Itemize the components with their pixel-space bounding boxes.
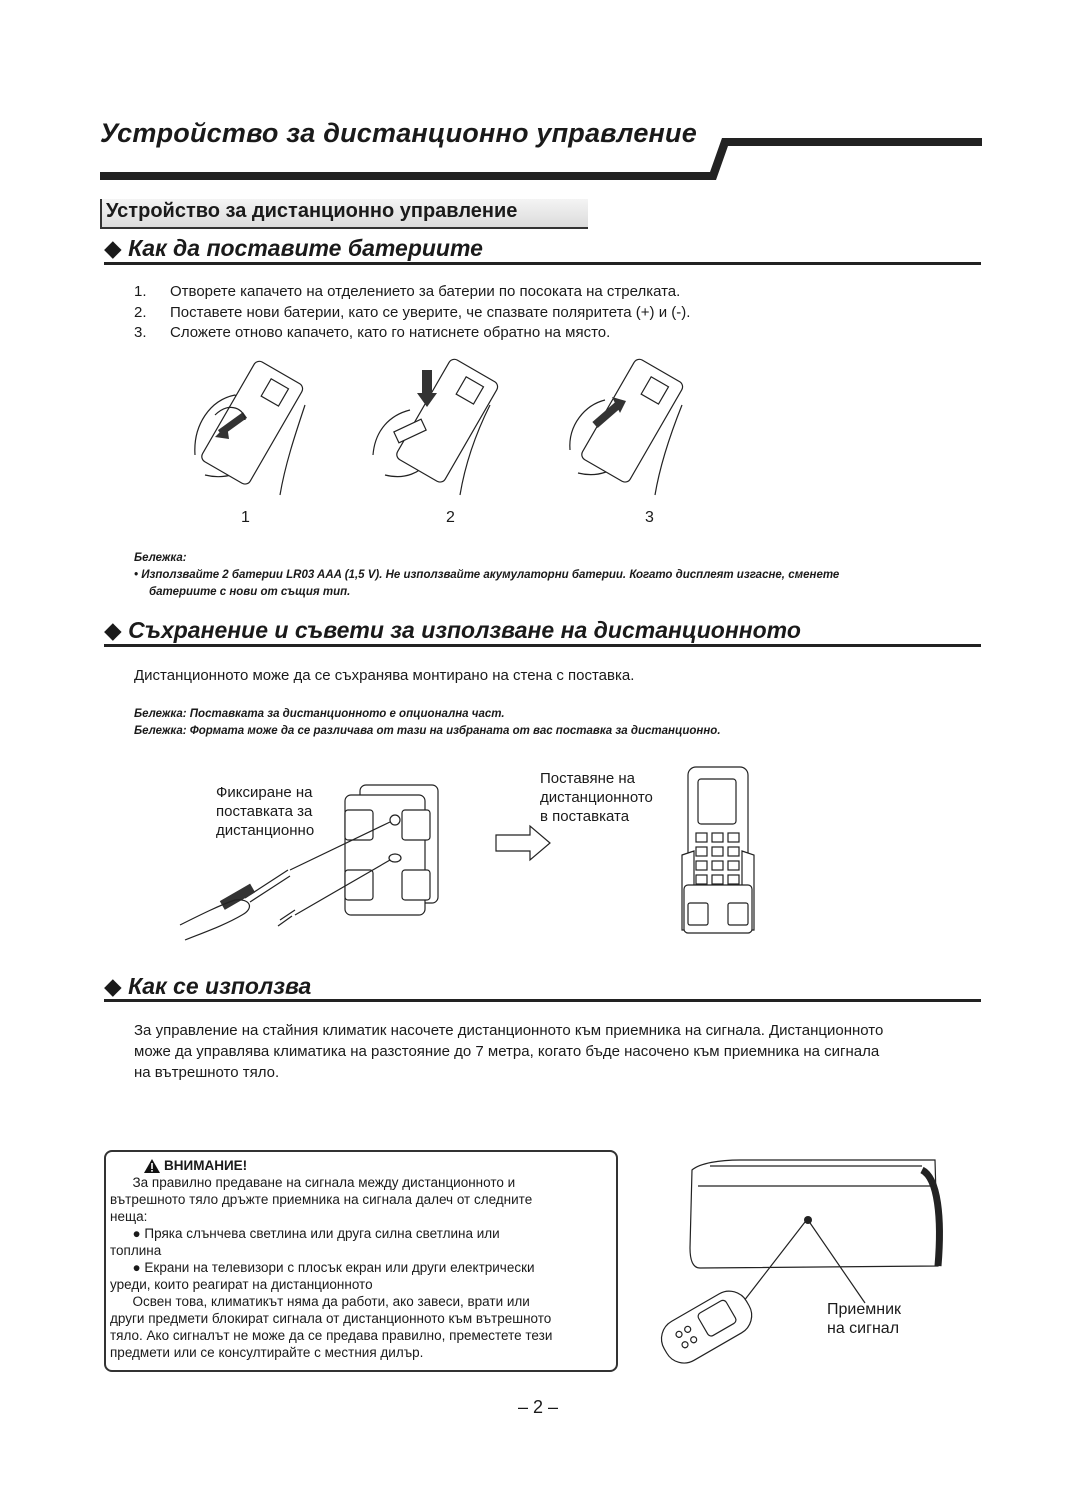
list-item: 1. Отворете капачето на отделението за батерии по посоката на стрелката. xyxy=(134,283,681,300)
warning-line: ● Пряка слънчева светлина или друга силна светлина или xyxy=(110,1226,500,1241)
warning-line: уреди, които реагират на дистанционното xyxy=(110,1277,373,1292)
insert-remote-label: Поставяне на дистанционното в поставката xyxy=(540,770,653,825)
battery-steps xyxy=(134,282,690,344)
warning-title-row: ВНИМАНИЕ! xyxy=(110,1157,552,1174)
usage-rule xyxy=(104,999,981,1002)
storage-body: Дистанционното може да се съхранява монтирано на стена с поставка. xyxy=(134,667,635,684)
battery-step2-illustration xyxy=(365,355,515,500)
warning-line: неща: xyxy=(110,1209,148,1224)
batteries-rule xyxy=(104,262,981,265)
usage-body: За управление на стайния климатик насочете дистанционното към приемника на сигнала. Дистанционното може да управлява климатика на разстояние до 7 метра, когато бъде насочено към приемника на сигнала на вътрешното тяло. xyxy=(134,1022,884,1081)
storage-heading: ◆ Съхранение и съвети за използване на дистанционното xyxy=(104,617,801,643)
battery-step3-illustration xyxy=(560,355,700,500)
warning-line: ● Екрани на телевизори с плосък екран или други електрически xyxy=(110,1260,535,1275)
warning-line: За правилно предаване на сигнала между дистанционното и xyxy=(110,1175,516,1190)
warning-line: други предмети блокират сигнала от дистанционното към вътрешното xyxy=(110,1311,552,1326)
storage-note2: Бележка: Формата може да се различава от тази на избраната от вас поставка за дистанционно. xyxy=(134,725,721,737)
warning-line: предмети или се консултирайте с местния дилър. xyxy=(110,1345,424,1360)
warning-text xyxy=(110,1157,552,1361)
page-title: Устройство за дистанционно управление xyxy=(100,118,697,148)
ac-unit-remote-illustration xyxy=(660,1158,950,1368)
battery-note-label: Бележка: xyxy=(134,552,187,564)
figure-caption-1: 1 xyxy=(241,509,250,526)
fix-holder-label: Фиксиране на поставката за дистанционно xyxy=(216,784,315,839)
warning-line: вътрешното тяло дръжте приемника на сигнала далеч от следните xyxy=(110,1192,533,1207)
batteries-heading: ◆ Как да поставите батериите xyxy=(104,235,483,261)
storage-note1: Бележка: Поставката за дистанционното е опционална част. xyxy=(134,708,505,720)
usage-heading: ◆ Как се използва xyxy=(104,973,312,999)
warning-line: тяло. Ако сигналът не може да се предава правилно, преместете тези xyxy=(110,1328,553,1343)
battery-step1-illustration xyxy=(185,355,325,500)
list-item: 3. Сложете отново капачето, като го натиснете обратно на място. xyxy=(134,324,611,341)
figure-caption-3: 3 xyxy=(645,509,654,526)
figure-caption-2: 2 xyxy=(446,509,455,526)
warning-line: топлина xyxy=(110,1243,162,1258)
battery-note-line2: батериите с нови от същия тип. xyxy=(149,586,351,598)
warning-triangle-icon xyxy=(144,1159,160,1173)
section-subtitle: Устройство за дистанционно управление xyxy=(106,200,518,222)
warning-line: Освен това, климатикът няма да работи, ако завеси, врати или xyxy=(110,1294,530,1309)
holder-mounting-illustration xyxy=(180,780,450,955)
right-arrow-icon xyxy=(496,826,552,860)
battery-note-line1: • Използвайте 2 батерии LR03 AAA (1,5 V). Не използвайте акумулаторни батерии. Когато дисплеят изгасне, сменете xyxy=(134,569,840,581)
storage-rule xyxy=(104,644,981,647)
remote-in-holder-illustration xyxy=(680,765,765,940)
page-number: – 2 – xyxy=(518,1397,559,1417)
list-item: 2. Поставете нови батерии, като се уверите, че спазвате поляритета (+) и (-). xyxy=(134,303,691,321)
signal-receiver-label: Приемник на сигнал xyxy=(827,1301,902,1337)
title-bar-graphic xyxy=(100,130,982,182)
